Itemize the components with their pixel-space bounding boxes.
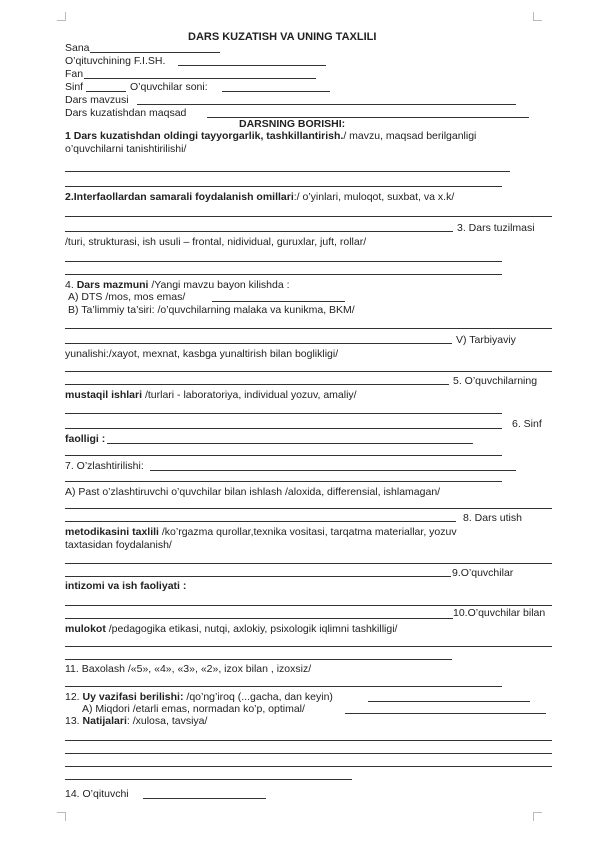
topic-field[interactable] [137, 104, 516, 105]
answer-line[interactable] [65, 779, 352, 780]
answer-line[interactable] [65, 328, 552, 329]
answer-line[interactable] [65, 384, 449, 385]
item-11: 11. Baxolash /«5», «4», «3», «2», izox bilan , izoxsiz/ [65, 663, 312, 675]
item-4-text: /Yangi mavzu bayon kilishda : [148, 279, 290, 291]
item-5-title: 5. O’quvchilarning [453, 375, 538, 387]
item-14-title: 14. O’qituvchi [65, 788, 129, 800]
answer-line[interactable] [65, 413, 502, 414]
crop-mark [57, 812, 66, 821]
item-2 [65, 191, 454, 203]
item-13-text: : /xulosa, tavsiya/ [126, 715, 208, 727]
answer-line[interactable] [65, 576, 451, 577]
goal-label: Dars kuzatishdan maqsad [65, 107, 187, 119]
item-2-title: 2.Interfaollardan samarali foydalanish omillari [65, 191, 294, 203]
answer-line[interactable] [212, 301, 345, 302]
answer-line[interactable] [65, 371, 552, 372]
item-8-title: 8. Dars utish [463, 512, 522, 524]
item-13-title: Natijalari [82, 715, 127, 727]
answer-line[interactable] [65, 481, 502, 482]
crop-mark [57, 12, 66, 21]
fan-field[interactable] [84, 78, 316, 79]
answer-line[interactable] [65, 766, 552, 767]
answer-line[interactable] [65, 753, 552, 754]
item-12 [65, 691, 333, 703]
topic-label: Dars mavzusi [65, 94, 129, 106]
item-10-subtitle: mulokot [65, 623, 106, 635]
item-10-title: 10.O’quvchilar bilan [453, 607, 546, 619]
sana-label: Sana [65, 42, 90, 54]
item-12-a: A) Miqdori /etarli emas, normadan ko’p, optimal/ [82, 703, 305, 715]
answer-line[interactable] [65, 686, 502, 687]
item-4 [65, 279, 290, 291]
signature-line[interactable] [143, 798, 266, 799]
item-13-number: 13. [65, 715, 83, 727]
answer-line[interactable] [65, 521, 456, 522]
item-7-title: 7. O’zlashtirilishi: [65, 460, 144, 472]
crop-mark [533, 12, 542, 21]
answer-line[interactable] [65, 740, 552, 741]
answer-line[interactable] [65, 605, 552, 606]
item-8-line2: taxtasidan foydalanish/ [65, 539, 172, 551]
answer-line[interactable] [65, 186, 502, 187]
answer-line[interactable] [65, 216, 552, 217]
sana-field[interactable] [90, 52, 220, 53]
item-6-title: 6. Sinf [512, 418, 542, 430]
item-4-b: B) Ta’limmiy ta’siri: /o’quvchilarning malaka va kunikma, BKM/ [68, 304, 355, 316]
item-6-text: faolligi : [65, 433, 106, 445]
fan-label: Fan [65, 68, 84, 80]
answer-line[interactable] [65, 646, 552, 647]
item-1-line2: o’quvchilarni tanishtirilishi/ [65, 143, 187, 155]
answer-line[interactable] [368, 701, 530, 702]
answer-line[interactable] [65, 171, 510, 172]
answer-line[interactable] [65, 343, 452, 344]
sinf-label: Sinf [65, 81, 84, 93]
item-8-subtitle: metodikasini taxlili [65, 526, 159, 538]
item-3-text: /turi, strukturasi, ish usuli – frontal, nidividual, guruxlar, juft, rollar/ [65, 236, 367, 248]
item-4-title: Dars mazmuni [76, 279, 149, 291]
item-12-title: Uy vazifasi berilishi: [82, 691, 184, 703]
item-9-text: intizomi va ish faoliyati : [65, 580, 187, 592]
item-13 [65, 715, 207, 727]
answer-line[interactable] [345, 713, 546, 714]
item-3-title: 3. Dars tuzilmasi [457, 222, 535, 234]
student-count-field[interactable] [222, 91, 330, 92]
item-2-text: :/ o’yinlari, muloqot, suxbat, va x.k/ [293, 191, 455, 203]
item-9-title: 9.O’quvchilar [452, 567, 514, 579]
answer-line[interactable] [65, 261, 502, 262]
teacher-name-label: O’qituvchining F.I.SH. [65, 55, 166, 67]
answer-line[interactable] [65, 455, 502, 456]
answer-line[interactable] [150, 470, 516, 471]
item-1-title: 1 Dars kuzatishdan oldingi tayyorgarlik, tashkillantirish. [65, 130, 344, 142]
answer-line[interactable] [65, 508, 552, 509]
item-4-number: 4. [65, 279, 77, 291]
answer-line[interactable] [107, 443, 473, 444]
answer-line[interactable] [65, 274, 502, 275]
answer-line[interactable] [65, 428, 502, 429]
item-1 [65, 130, 476, 142]
student-count-label: O’quvchilar soni: [130, 81, 208, 93]
item-12-text: /qo’ng’iroq (...gacha, dan keyin) [183, 691, 333, 703]
answer-line[interactable] [65, 618, 453, 619]
item-4-a: A) DTS /mos, mos emas/ [68, 291, 186, 303]
answer-line[interactable] [65, 563, 552, 564]
crop-mark [533, 812, 542, 821]
answer-line[interactable] [65, 659, 452, 660]
item-8 [65, 526, 457, 538]
item-12-number: 12. [65, 691, 83, 703]
answer-line[interactable] [65, 231, 453, 232]
item-7-a: A) Past o’zlashtiruvchi o’quvchilar bilan ishlash /aloxida, differensial, ishlamagan/ [65, 486, 441, 498]
sinf-field[interactable] [86, 91, 126, 92]
section-heading: DARSNING BORISHI: [239, 118, 346, 130]
page-title: DARS KUZATISH VA UNING TAXLILI [188, 31, 377, 43]
item-v-title: V) Tarbiyaviy [456, 334, 516, 346]
item-5-text: /turlari - laboratoriya, individual yozuv, amaliy/ [142, 389, 357, 401]
item-5 [65, 389, 357, 401]
teacher-name-field[interactable] [178, 65, 326, 66]
item-8-text: /ko’rgazma qurollar,texnika vositasi, tarqatma materiallar, yozuv [158, 526, 457, 538]
item-1-text: / mavzu, maqsad berilganligi [343, 130, 477, 142]
item-v-text: yunalishi:/xayot, mexnat, kasbga yunaltirish bilan boglikligi/ [65, 348, 339, 360]
item-10 [65, 623, 397, 635]
item-10-text: /pedagogika etikasi, nutqi, axlokiy, psixologik iqlimni tashkilligi/ [105, 623, 398, 635]
item-5-subtitle: mustaqil ishlari [65, 389, 143, 401]
